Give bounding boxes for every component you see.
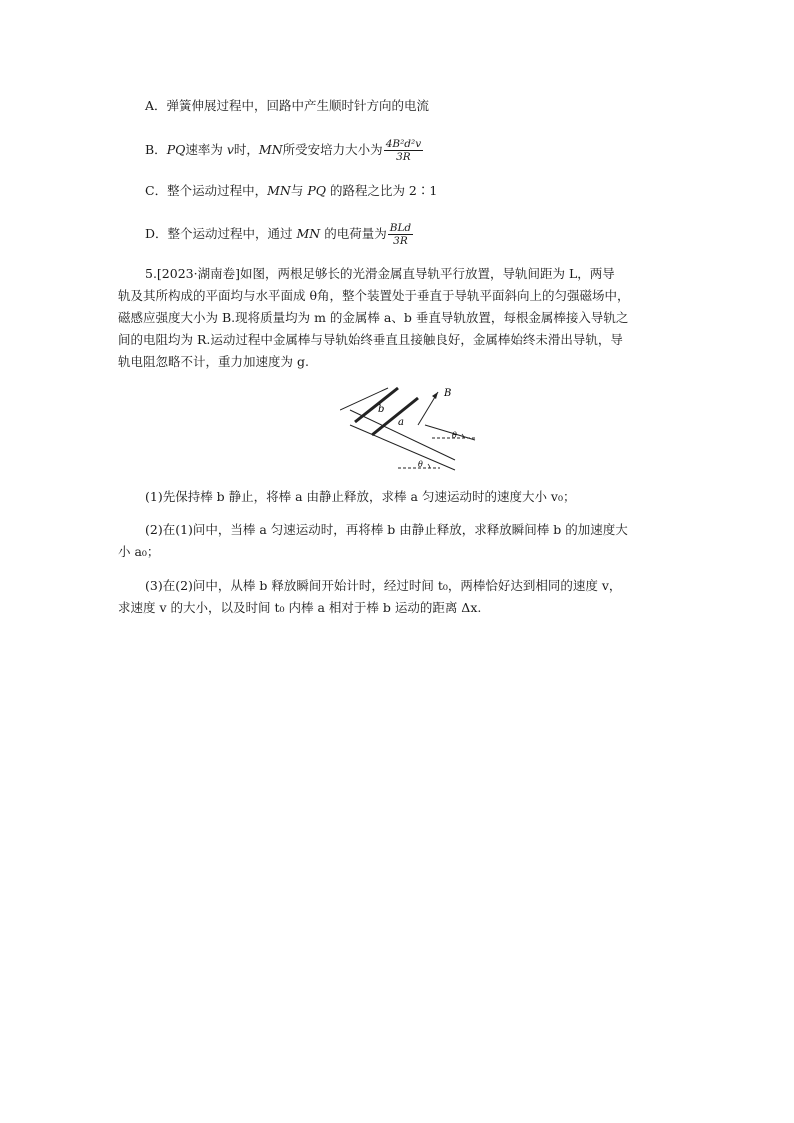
b-field-arrow-head [432, 392, 438, 399]
option-b-fraction [384, 138, 423, 163]
label-b: b [378, 404, 385, 415]
option-d-fraction [388, 222, 413, 247]
problem-line-5: 轨电阻忽略不计，重力加速度为 g. [118, 354, 309, 369]
option-d-frac-num: BLd [389, 222, 412, 234]
option-c-text2: 的路程之比为 2∶1 [325, 183, 438, 198]
option-d-text: 的电荷量为 [320, 226, 387, 241]
question-3-line-1: (3)在(2)问中，从棒 b 释放瞬间开始计时，经过时间 t₀，两棒恰好达到相同的速度 v， [145, 578, 622, 593]
option-b-text2: 时， [233, 142, 259, 157]
angle-arc-lower [428, 464, 430, 468]
rail-lower [350, 425, 455, 470]
problem-line-2: 轨及其所构成的平面均与水平面成 θ角，整个装置处于垂直于导轨平面斜向上的匀强磁场中， [118, 288, 630, 303]
option-b-v: v [226, 142, 234, 157]
question-2-line-1: (2)在(1)问中，当棒 a 匀速运动时，再将棒 b 由静止释放，求释放瞬间棒 b 的加速度大 [145, 522, 628, 537]
option-a: A．弹簧伸展过程中，回路中产生顺时针方向的电流 [145, 98, 430, 113]
option-b-text1: 速率为 [185, 142, 227, 157]
option-c [145, 181, 437, 201]
option-c-mn: MN [267, 183, 291, 198]
option-d [145, 222, 413, 247]
option-b-mn: MN [258, 142, 283, 157]
label-theta-lower: θ [418, 460, 423, 469]
question-2-line-2: 小 a₀； [118, 544, 160, 559]
option-d-mn: MN [296, 226, 321, 241]
inclined-rails-diagram [340, 380, 490, 475]
option-b-pq: PQ [166, 142, 186, 157]
problem-line-3: 磁感应强度大小为 B.现将质量均为 m 的金属棒 a、b 垂直导轨放置，每根金属棒接入导轨之 [118, 310, 629, 325]
option-d-prefix: D．整个运动过程中，通过 [145, 226, 297, 241]
problem-line-4: 间的电阻均为 R.运动过程中金属棒与导轨始终垂直且接触良好，金属棒始终未滑出导轨，导 [118, 332, 623, 347]
option-c-pq: PQ [307, 183, 326, 198]
option-b-prefix: B． [145, 142, 167, 157]
question-3-line-2: 求速度 v 的大小，以及时间 t₀ 内棒 a 相对于棒 b 运动的距离 Δx. [118, 600, 482, 615]
question-1: (1)先保持棒 b 静止，将棒 a 由静止释放，求棒 a 匀速运动时的速度大小 v₀； [145, 489, 576, 504]
option-b-text3: 所受安培力大小为 [282, 142, 383, 157]
option-c-text1: 与 [290, 183, 308, 198]
label-B: B [444, 388, 452, 399]
option-c-prefix: C．整个运动过程中， [145, 183, 268, 198]
option-b [145, 138, 423, 163]
option-d-frac-den: 3R [393, 235, 408, 247]
label-a: a [398, 417, 404, 428]
option-b-frac-num: 4B²d²v [385, 138, 422, 150]
label-theta-upper: θ [452, 431, 457, 440]
problem-line-1: 5.[2023·湖南卷]如图，两根足够长的光滑金属直导轨平行放置，导轨间距为 L，两导 [145, 266, 615, 281]
option-b-frac-den: 3R [396, 151, 411, 163]
